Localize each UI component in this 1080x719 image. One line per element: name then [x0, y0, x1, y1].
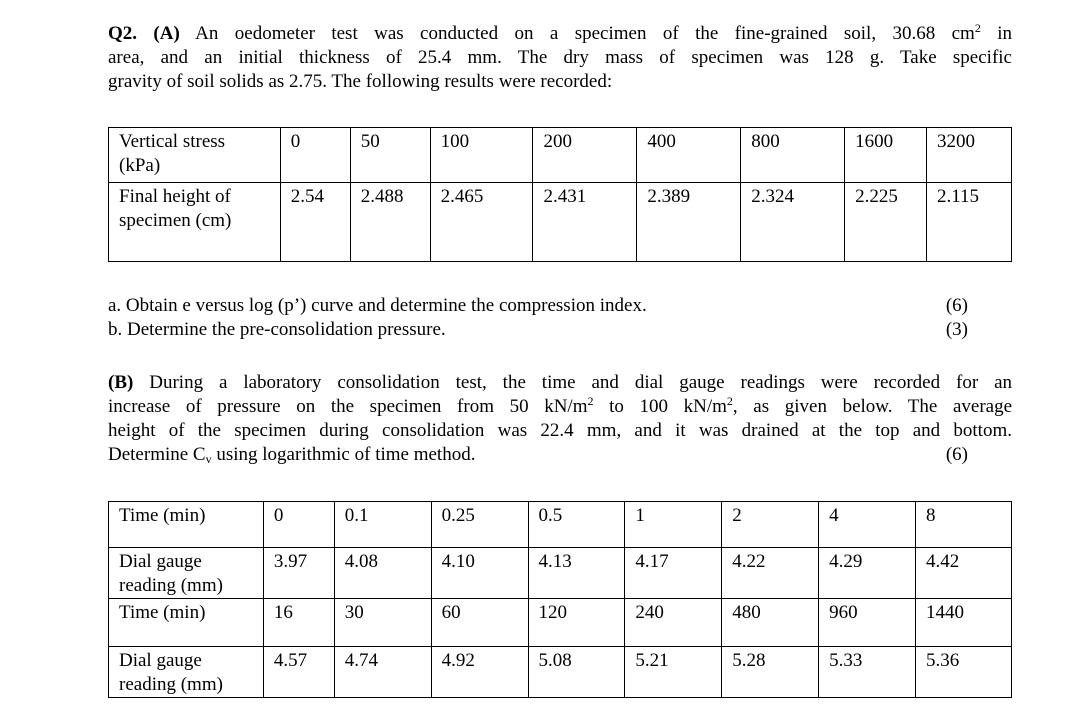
table-cell: 0.5 — [528, 502, 625, 548]
row-label-cell — [109, 647, 264, 698]
table-cell: 200 — [533, 128, 637, 183]
table-cell: 4.13 — [528, 548, 625, 599]
table-cell: 4.74 — [334, 647, 431, 698]
table-cell: 60 — [431, 599, 528, 647]
table-cell: 4.92 — [431, 647, 528, 698]
table-cell: 5.28 — [722, 647, 819, 698]
row-label-cell — [109, 502, 264, 548]
row-label-cell — [109, 599, 264, 647]
table-row — [109, 599, 1012, 647]
question-b-line-4 — [108, 443, 968, 467]
row-label-line: Time (min) — [119, 602, 206, 623]
row-label-cell — [109, 128, 281, 183]
row-label-cell — [109, 183, 281, 262]
question-b-paragraph — [108, 371, 1012, 467]
oedometer-results-table — [108, 127, 1012, 262]
table-cell: 960 — [819, 599, 916, 647]
table-row — [109, 502, 1012, 548]
table-cell: 4.29 — [819, 548, 916, 599]
question-b-text-2c: , as given below. The average — [732, 396, 1013, 417]
table-cell: 0 — [263, 502, 334, 548]
table-cell: 5.08 — [528, 647, 625, 698]
table-cell: 120 — [528, 599, 625, 647]
question-a-line-2: area, and an initial thickness of 25.4 mm. The dry mass of specimen was 128 g. Take specific — [108, 47, 1012, 68]
row-label-line: Dial gauge — [119, 650, 202, 671]
row-label-line: Final height of — [119, 186, 231, 207]
row-label-cell — [109, 548, 264, 599]
table-cell: 0 — [280, 128, 350, 183]
table-cell: 3200 — [926, 128, 1011, 183]
sub-questions — [108, 294, 968, 342]
table-cell: 1440 — [916, 599, 1012, 647]
question-a-text-1-end: in — [980, 23, 1012, 44]
superscript: 2 — [587, 394, 594, 408]
question-a-line-1 — [108, 22, 1012, 46]
table-cell: 100 — [430, 128, 533, 183]
table-cell: 2.324 — [741, 183, 845, 262]
row-label-line: specimen (cm) — [119, 210, 232, 231]
table-row — [109, 647, 1012, 698]
superscript: 2 — [974, 21, 981, 35]
table-cell: 2.488 — [350, 183, 430, 262]
table-cell: 0.25 — [431, 502, 528, 548]
sub-question-a-marks: (6) — [945, 295, 968, 316]
question-number: Q2. — [108, 23, 138, 44]
table-cell: 2.115 — [926, 183, 1011, 262]
table-cell: 16 — [263, 599, 334, 647]
row-label-line: Dial gauge — [119, 551, 202, 572]
table-cell: 2 — [722, 502, 819, 548]
table-cell: 30 — [334, 599, 431, 647]
question-a-line-3: gravity of soil solids as 2.75. The following results were recorded: — [108, 71, 613, 92]
table-cell: 4 — [819, 502, 916, 548]
table-cell: 2.465 — [430, 183, 533, 262]
table-cell: 4.08 — [334, 548, 431, 599]
sub-question-b — [108, 318, 968, 342]
question-b-text-2a: increase of pressure on the specimen from 50 kN/m — [108, 396, 588, 417]
table-cell: 50 — [350, 128, 430, 183]
sub-question-a — [108, 294, 968, 318]
sub-question-a-text: a. Obtain e versus log (p’) curve and determine the compression index. — [108, 295, 647, 316]
question-b-marks: (6) — [945, 444, 968, 465]
sub-question-b-text: b. Determine the pre-consolidation pressure. — [108, 319, 446, 340]
table-cell: 2.431 — [533, 183, 637, 262]
table-cell: 1 — [625, 502, 722, 548]
table-cell: 2.54 — [280, 183, 350, 262]
table-cell: 8 — [916, 502, 1012, 548]
question-b-line-2 — [108, 395, 1012, 419]
table-cell: 4.17 — [625, 548, 722, 599]
row-label-line: Vertical stress — [119, 131, 226, 152]
table-cell: 4.42 — [916, 548, 1012, 599]
table-cell: 5.21 — [625, 647, 722, 698]
row-label-line: Time (min) — [119, 505, 206, 526]
row-label-line: (kPa) — [119, 155, 161, 176]
superscript: 2 — [726, 394, 733, 408]
part-a-label: (A) — [153, 23, 180, 44]
dial-gauge-table — [108, 501, 1012, 698]
question-b-line-3: height of the specimen during consolidation was 22.4 mm, and it was drained at the top and bottom. — [108, 420, 1012, 441]
question-b-text-4a: Determine C — [108, 444, 206, 465]
question-a-text-1: An oedometer test was conducted on a specimen of the fine-grained soil, 30.68 cm — [195, 23, 975, 44]
question-b-line-1 — [108, 371, 1012, 395]
table-row — [109, 183, 1012, 262]
row-label-line: reading (mm) — [119, 674, 223, 695]
table-cell: 480 — [722, 599, 819, 647]
table-row — [109, 548, 1012, 599]
question-a-paragraph — [108, 22, 1012, 94]
table-cell: 4.10 — [431, 548, 528, 599]
table-cell: 4.22 — [722, 548, 819, 599]
table-cell: 3.97 — [263, 548, 334, 599]
table-cell: 5.33 — [819, 647, 916, 698]
sub-question-b-marks: (3) — [945, 319, 968, 340]
question-b-text-2b: to 100 kN/m — [593, 396, 727, 417]
table-cell: 0.1 — [334, 502, 431, 548]
table-cell: 4.57 — [263, 647, 334, 698]
row-label-line: reading (mm) — [119, 575, 223, 596]
table-cell: 240 — [625, 599, 722, 647]
question-b-text-1: During a laboratory consolidation test, the time and dial gauge readings were recorded for an — [149, 372, 1012, 393]
table-cell: 1600 — [845, 128, 927, 183]
table-row — [109, 128, 1012, 183]
table-cell: 2.225 — [845, 183, 927, 262]
question-b-text-4 — [108, 443, 475, 467]
table-cell: 400 — [637, 128, 741, 183]
subscript: v — [205, 452, 212, 466]
part-b-label: (B) — [108, 372, 134, 393]
question-b-text-4b: using logarithmic of time method. — [211, 444, 476, 465]
table-cell: 5.36 — [916, 647, 1012, 698]
table-cell: 2.389 — [637, 183, 741, 262]
table-cell: 800 — [741, 128, 845, 183]
